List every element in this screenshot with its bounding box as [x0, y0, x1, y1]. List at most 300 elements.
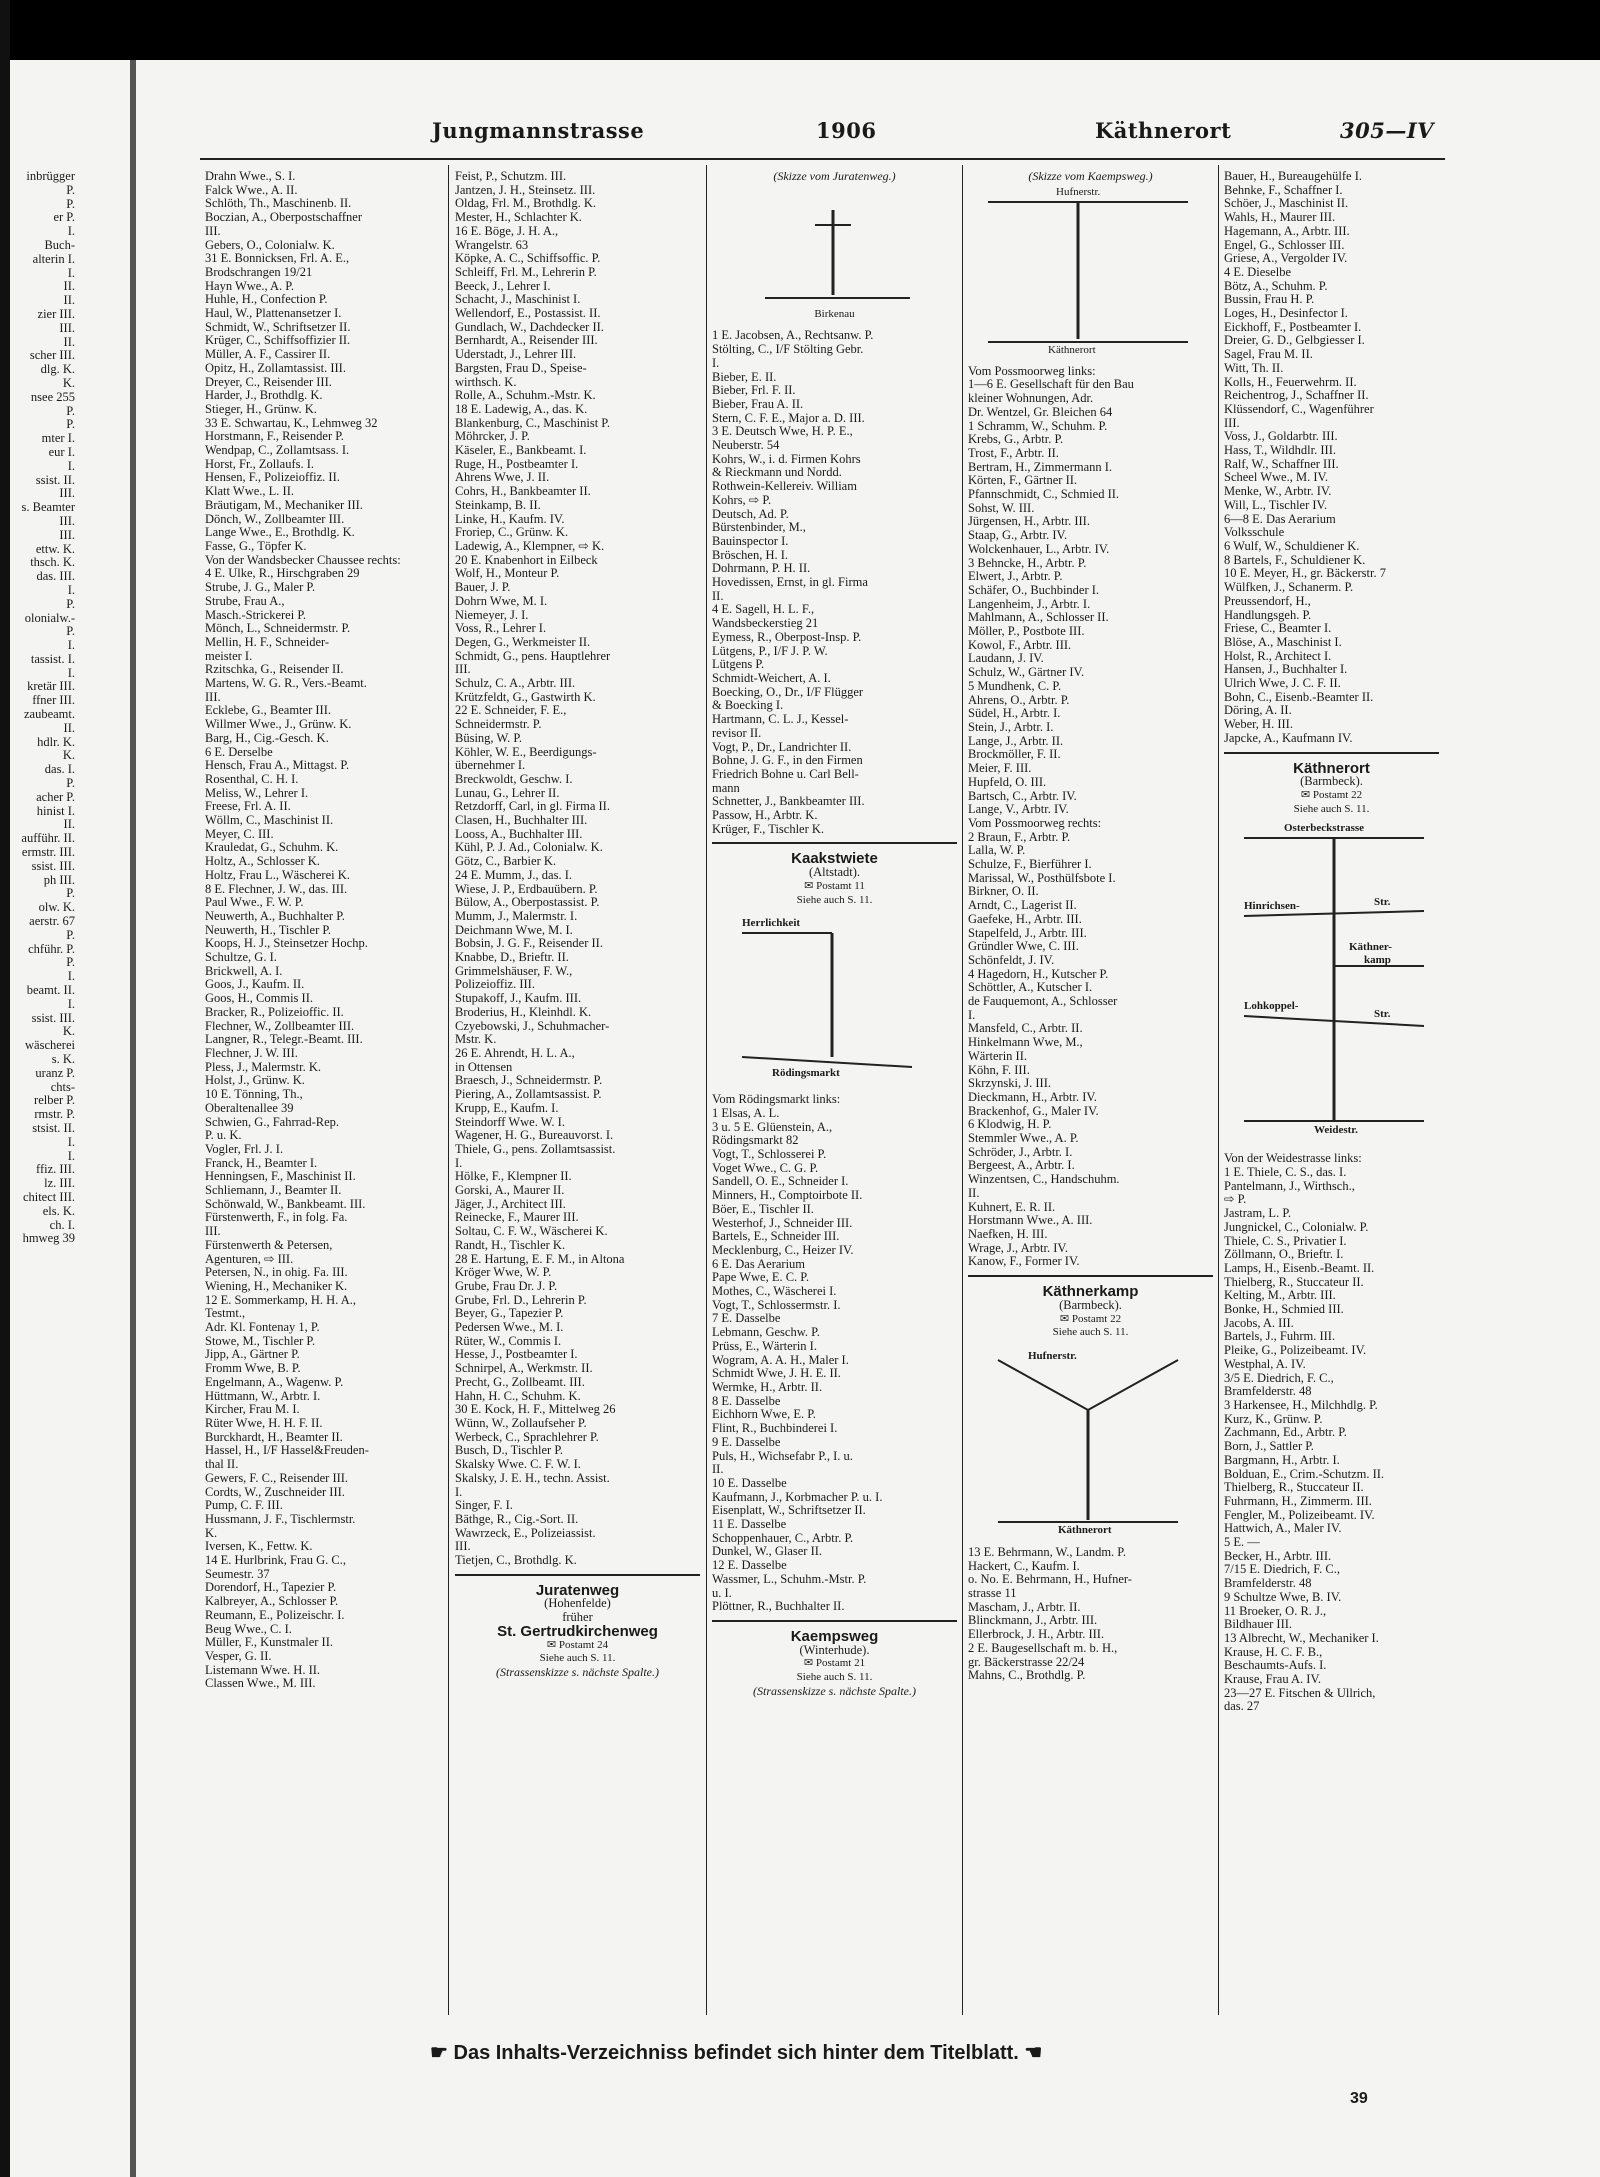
- list-item: kretär III.: [27, 679, 75, 694]
- list-item: Wiening, H., Mechaniker K.: [205, 1279, 348, 1293]
- list-item: hinist I.: [36, 803, 75, 818]
- list-item: Mönch, L., Schneidermstr. P.: [205, 622, 351, 636]
- list-item: 1—6 E. Gesellschaft für den Bau: [968, 378, 1134, 392]
- map-label-top: Hufnerstr.: [1028, 1349, 1077, 1362]
- list-item: Schoppenhauer, C., Arbtr. P.: [712, 1531, 854, 1545]
- list-item: Pump, C. F. III.: [205, 1499, 283, 1513]
- list-item: Passow, H., Arbtr. K.: [712, 809, 818, 823]
- list-item: eur I.: [48, 444, 75, 459]
- list-item: alterin I.: [32, 251, 75, 266]
- list-item: Langner, R., Telegr.-Beamt. III.: [205, 1033, 363, 1047]
- list-item: Engelmann, A., Wagenw. P.: [205, 1375, 344, 1389]
- list-item: ssist. III.: [31, 1010, 75, 1025]
- list-item: Hackert, C., Kaufm. I.: [968, 1559, 1080, 1573]
- list-item: Stieger, H., Grünw. K.: [205, 402, 317, 416]
- list-item: aufführ. II.: [21, 831, 75, 846]
- column-rule-2: [706, 165, 707, 2015]
- list-item: II.: [968, 1186, 980, 1200]
- list-item: Krauledat, G., Schuhm. K.: [205, 841, 339, 855]
- list-item: Schultze, G. I.: [205, 951, 277, 965]
- list-item: Kurz, K., Grünw. P.: [1224, 1412, 1323, 1426]
- list-item: Kowol, F., Arbtr. III.: [968, 638, 1072, 652]
- list-item: Hensch, Frau A., Mittagst. P.: [205, 759, 350, 773]
- list-item: Brackenhof, G., Maler IV.: [968, 1104, 1099, 1118]
- list-item: Flechner, W., Zollbeamter III.: [205, 1019, 355, 1033]
- list-item: Meier, F. III.: [968, 762, 1032, 776]
- list-item: Dunkel, W., Glaser II.: [712, 1545, 823, 1559]
- list-item: u. I.: [712, 1586, 732, 1600]
- list-item: Rzitschka, G., Reisender II.: [205, 663, 344, 677]
- list-item: Vom Rödingsmarkt links:: [712, 1093, 841, 1107]
- list-item: Griese, A., Vergolder IV.: [1224, 252, 1348, 266]
- list-item: Hovedissen, Ernst, in gl. Firma: [712, 576, 868, 590]
- section-title-kaethnerort: Käthnerort: [1293, 759, 1370, 777]
- list-item: Harder, J., Brothdlg. K.: [205, 389, 323, 403]
- list-item: Bröschen, H. I.: [712, 548, 789, 562]
- list-item: Schwien, G., Fahrrad-Rep.: [205, 1115, 339, 1129]
- list-item: Neuwerth, H., Tischler P.: [205, 923, 332, 937]
- list-item: s. K.: [51, 1052, 75, 1066]
- list-item: Thielberg, R., Stuccateur II.: [1224, 1481, 1364, 1495]
- list-item: Meyer, C. III.: [205, 827, 274, 841]
- list-item: Beug Wwe., C. I.: [205, 1622, 292, 1636]
- column-rule-3: [962, 165, 963, 2015]
- list-item: Jacobs, A. III.: [1224, 1316, 1294, 1330]
- list-item: Pfannschmidt, C., Schmied II.: [968, 488, 1120, 502]
- map-label-bottom: Käthnerort: [1058, 1523, 1112, 1536]
- list-item: Masch.-Strickerei P.: [205, 608, 307, 622]
- list-item: revisor II.: [712, 726, 762, 740]
- list-item: Puls, H., Wichsefabr P., I. u.: [712, 1449, 853, 1463]
- list-item: Oldag, Frl. M., Brothdlg. K.: [455, 197, 596, 211]
- list-item: Sandell, O. E., Schneider I.: [712, 1175, 849, 1189]
- list-item: 6—8 E. Das Aerarium: [1224, 512, 1336, 526]
- list-item: Stapelfeld, J., Arbtr. III.: [968, 926, 1087, 940]
- list-item: 33 E. Schwartau, K., Lehmweg 32: [205, 416, 378, 430]
- list-item: Freese, Frl. A. II.: [205, 800, 291, 814]
- list-item: III.: [59, 320, 75, 335]
- list-item: in Ottensen: [455, 1060, 513, 1074]
- list-item: Brickwell, A. I.: [205, 964, 283, 978]
- list-item: II.: [63, 334, 75, 349]
- list-item: Grimmelshäuser, F. W.,: [455, 964, 573, 978]
- list-item: Friedrich Bohne u. Carl Bell-: [712, 767, 859, 781]
- list-item: Sagel, Frau M. II.: [1224, 348, 1313, 362]
- list-item: Lunau, G., Lehrer II.: [455, 786, 560, 800]
- list-item: Arndt, C., Lagerist II.: [968, 899, 1077, 913]
- list-item: Pedersen Wwe., M. I.: [455, 1321, 564, 1335]
- list-item: Bieber, Frl. F. II.: [712, 384, 796, 398]
- list-item: Bohn, C., Eisenb.-Beamter II.: [1224, 690, 1374, 704]
- list-item: Cohrs, H., Bankbeamter II.: [455, 485, 591, 499]
- section-title-kaethnerkamp: Käthnerkamp: [1042, 1283, 1139, 1301]
- list-item: I.: [67, 996, 75, 1011]
- list-item: Holtz, Frau L., Wäscherei K.: [205, 868, 350, 882]
- list-item: Lamps, H., Eisenb.-Beamt. II.: [1224, 1261, 1375, 1275]
- list-item: Kolls, H., Feuerwehrm. II.: [1224, 375, 1357, 389]
- list-item: Mascham, J., Arbtr. II.: [968, 1600, 1081, 1614]
- list-item: Götz, C., Barbier K.: [455, 855, 557, 869]
- street-sketch-kaempsweg: [968, 184, 1213, 359]
- list-item: Vom Possmoorweg links:: [968, 364, 1096, 378]
- list-item: Krüger, C., Schiffsoffizier II.: [205, 334, 351, 348]
- list-item: Birkner, O. II.: [968, 885, 1039, 899]
- section-sub: (Winterhude).: [799, 1642, 870, 1657]
- list-item: Pape Wwe, E. C. P.: [712, 1271, 809, 1285]
- list-item: 3/5 E. Diedrich, F. C.,: [1224, 1371, 1334, 1385]
- list-item: Kühl, P. J. Ad., Colonialw. K.: [455, 841, 603, 855]
- list-item: 1 Schramm, W., Schuhm. P.: [968, 419, 1108, 433]
- list-item: Mellin, H. F., Schneider-: [205, 635, 330, 649]
- list-item: Hayn Wwe., A. P.: [205, 279, 295, 293]
- list-item: strasse 11: [968, 1587, 1017, 1601]
- previous-page-margin: [0, 170, 75, 1246]
- list-item: Mansfeld, C., Arbtr. II.: [968, 1022, 1083, 1036]
- list-item: das. 27: [1224, 1700, 1260, 1714]
- list-item: 13 Albrecht, W., Mechaniker I.: [1224, 1631, 1379, 1645]
- list-item: ph III.: [43, 872, 75, 887]
- list-item: 12 E. Dasselbe: [712, 1559, 787, 1573]
- list-item: Krüger, F., Tischler K.: [712, 822, 825, 836]
- list-item: Stern, C. F. E., Major a. D. III.: [712, 411, 865, 425]
- list-item: Schönwald, W., Bankbeamt. III.: [205, 1197, 366, 1211]
- list-item: übernehmer I.: [455, 759, 526, 773]
- list-item: Schöer, J., Maschinist II.: [1224, 197, 1349, 211]
- list-item: Wogram, A. A. H., Maler I.: [712, 1353, 849, 1367]
- list-item: chitect III.: [22, 1189, 75, 1204]
- list-item: Fürstenwerth, F., in folg. Fa.: [205, 1211, 348, 1225]
- list-item: Bramfelderstr. 48: [1224, 1577, 1312, 1591]
- list-item: Schulze, F., Bierführer I.: [968, 858, 1092, 872]
- map-label: Osterbeckstrasse: [1284, 822, 1365, 835]
- list-item: Martens, W. G. R., Vers.-Beamt.: [205, 677, 367, 691]
- list-item: Goos, J., Kaufm. II.: [205, 978, 305, 992]
- list-item: Ecklebe, G., Beamter III.: [205, 704, 331, 718]
- list-item: Jantzen, J. H., Steinsetz. III.: [455, 183, 596, 197]
- list-item: Gorski, A., Maurer II.: [455, 1184, 565, 1198]
- list-item: Schmidt-Weichert, A. I.: [712, 671, 831, 685]
- list-item: Skalsky Wwe. C. F. W. I.: [455, 1458, 581, 1472]
- list-item: III.: [205, 1225, 221, 1239]
- list-item: Krause, H. C. F. B.,: [1224, 1645, 1323, 1659]
- list-item: Gewers, F. C., Reisender III.: [205, 1471, 349, 1485]
- list-item: 3 u. 5 E. Glüenstein, A.,: [712, 1120, 833, 1134]
- list-item: Plöttner, R., Buchhalter II.: [712, 1600, 845, 1614]
- map-label-bottom: Käthnerort: [1048, 343, 1096, 356]
- list-item: er P.: [53, 210, 75, 225]
- list-item: Voss, J., Goldarbtr. III.: [1224, 430, 1338, 444]
- list-item: els. K.: [42, 1203, 75, 1218]
- list-item: 23—27 E. Fitschen & Ullrich,: [1224, 1686, 1376, 1700]
- siehe-auch: Siehe auch S. 11.: [796, 1671, 873, 1684]
- list-item: Deichmann Wwe, M. I.: [455, 923, 573, 937]
- list-item: Wahls, H., Maurer III.: [1224, 211, 1336, 225]
- list-item: Mumm, J., Malermstr. I.: [455, 909, 578, 923]
- list-item: Brodschrangen 19/21: [205, 265, 313, 279]
- list-item: III.: [59, 527, 75, 542]
- list-item: Thiele, G., pens. Zollamtsassist.: [455, 1142, 616, 1156]
- list-item: Hensen, F., Polizeioffiz. II.: [205, 471, 340, 485]
- list-item: 5 Mundhenk, C. P.: [968, 679, 1062, 693]
- list-item: P.: [66, 624, 75, 639]
- section-sub: (Hohenfelde): [544, 1596, 611, 1611]
- list-item: Gründler Wwe, C. III.: [968, 940, 1079, 954]
- list-item: Hupfeld, O. III.: [968, 775, 1047, 789]
- list-item: Müller, A. F., Cassirer II.: [205, 348, 331, 362]
- list-item: Wagener, H. G., Bureauvorst. I.: [455, 1129, 614, 1143]
- list-item: Mester, H., Schlachter K.: [455, 211, 582, 225]
- list-item: 13 E. Behrmann, W., Landm. P.: [968, 1545, 1126, 1559]
- sketch-note: (Strassenskizze s. nächste Spalte.): [753, 1683, 916, 1698]
- list-item: Classen Wwe., M. III.: [205, 1677, 316, 1691]
- list-item: 6 E. Derselbe: [205, 745, 273, 759]
- list-item: dlg. K.: [40, 362, 75, 377]
- list-item: Born, J., Sattler P.: [1224, 1440, 1314, 1454]
- list-item: Lange Wwe., E., Brothdlg. K.: [205, 526, 355, 540]
- list-item: Schleiff, Frl. M., Lehrerin P.: [455, 265, 597, 279]
- list-item: Stupakoff, J., Kaufm. III.: [455, 992, 582, 1006]
- list-item: Wiese, J. P., Erdbauübern. P.: [455, 882, 598, 896]
- list-item: Wolckenhauer, L., Arbtr. IV.: [968, 542, 1110, 556]
- list-item: Czyebowski, J., Schuhmacher-: [455, 1019, 610, 1033]
- list-item: III.: [205, 690, 221, 704]
- list-item: thsch. K.: [30, 555, 75, 570]
- list-item: Schacht, J., Maschinist I.: [455, 293, 581, 307]
- list-item: Broderius, H., Kleinhdl. K.: [455, 1005, 592, 1019]
- footer-notice: ☛ Das Inhalts-Verzeichniss befindet sich hinter dem Titelblatt. ☚: [430, 2042, 1043, 2064]
- section-title-kaakstwiete: Kaakstwiete: [791, 850, 878, 868]
- list-item: inbrügger: [26, 170, 75, 183]
- list-item: Franck, H., Beamter I.: [205, 1156, 318, 1170]
- column-4: [968, 170, 1213, 1683]
- list-item: Ahrens Wwe, J. II.: [455, 471, 550, 485]
- map-label: Käthner-: [1349, 941, 1392, 954]
- list-item: 3 Harkensee, H., Milchhdlg. P.: [1224, 1399, 1378, 1412]
- list-item: Stemmler Wwe., A. P.: [968, 1132, 1079, 1146]
- list-item: K.: [62, 1024, 75, 1039]
- list-item: kleiner Wohnungen, Adr.: [968, 392, 1094, 406]
- list-item: Wendpap, C., Zollamtsass. I.: [205, 444, 350, 458]
- list-item: Ladewig, A., Klempner, ⇨ K.: [455, 539, 605, 553]
- map-label: Hinrichsen-: [1244, 900, 1300, 913]
- list-item: Jäger, J., Architect III.: [455, 1197, 566, 1211]
- column-2: [455, 170, 700, 1680]
- list-item: Dohrmann, P. H. II.: [712, 562, 811, 576]
- list-item: 11 Broeker, O. R. J.,: [1224, 1604, 1327, 1618]
- list-item: ssist. II.: [35, 472, 75, 487]
- list-item: Seumestr. 37: [205, 1567, 270, 1581]
- list-item: Eisenplatt, W., Schriftsetzer II.: [712, 1504, 866, 1518]
- list-item: zaubeamt.: [23, 707, 75, 722]
- list-item: 10 E. Meyer, H., gr. Bäckerstr. 7: [1224, 567, 1386, 581]
- list-item: Dönch, W., Zollbeamter III.: [205, 512, 345, 526]
- list-item: 8 E. Flechner, J. W., das. III.: [205, 882, 348, 896]
- list-item: 4 E. Dieselbe: [1224, 265, 1291, 279]
- list-item: Flint, R., Buchbinderei I.: [712, 1422, 838, 1436]
- list-item: P.: [66, 196, 75, 211]
- list-item: Randt, H., Tischler K.: [455, 1238, 566, 1252]
- section-sub: (Barmbeck).: [1059, 1297, 1122, 1312]
- list-item: I.: [67, 638, 75, 653]
- list-item: Niemeyer, J. I.: [455, 608, 529, 622]
- list-item: Looss, A., Buchhalter III.: [455, 827, 583, 841]
- list-item: Lalla, W. P.: [968, 844, 1026, 858]
- map-label-top: Herrlichkeit: [742, 917, 801, 930]
- list-item: 11 E. Dasselbe: [712, 1518, 787, 1532]
- list-item: Gundlach, W., Dachdecker II.: [455, 320, 604, 334]
- list-item: Brockmöller, F. II.: [968, 748, 1061, 762]
- page-number: 39: [1350, 2090, 1368, 2107]
- list-item: stsist. II.: [32, 1120, 75, 1135]
- list-item: 22 E. Schneider, F. E.,: [455, 704, 567, 718]
- list-item: Froriep, C., Grünw. K.: [455, 526, 569, 540]
- list-item: II.: [63, 720, 75, 735]
- list-item: Ahrens, O., Arbtr. P.: [968, 693, 1070, 707]
- list-item: Bauinspector I.: [712, 534, 789, 548]
- list-item: Wrage, J., Arbtr. IV.: [968, 1241, 1068, 1255]
- list-item: 9 Schultze Wwe, B. IV.: [1224, 1590, 1342, 1604]
- list-item: P.: [66, 596, 75, 611]
- list-item: Oberaltenallee 39: [205, 1101, 294, 1115]
- list-item: ermstr. III.: [21, 845, 75, 860]
- list-item: Voss, R., Lehrer I.: [455, 622, 547, 636]
- list-item: Becker, H., Arbtr. III.: [1224, 1549, 1332, 1563]
- list-item: Bieber, Frau A. II.: [712, 397, 804, 411]
- section-title-kaempsweg: Kaempsweg: [790, 1627, 879, 1645]
- list-item: Degen, G., Werkmeister II.: [455, 635, 591, 649]
- list-item: 3 Behncke, H., Arbtr. P.: [968, 556, 1087, 570]
- list-item: K.: [62, 375, 75, 390]
- list-item: Braesch, J., Schneidermstr. P.: [455, 1074, 603, 1088]
- list-item: Kuhnert, E. R. II.: [968, 1200, 1056, 1214]
- list-item: Hüttmann, W., Arbtr. I.: [205, 1389, 321, 1403]
- list-item: Haul, W., Plattenansetzer I.: [205, 307, 342, 321]
- list-item: Falck Wwe., A. II.: [205, 183, 298, 197]
- list-item: Grube, Frl. D., Lehrerin P.: [455, 1293, 587, 1307]
- section-sub: (Barmbeck).: [1300, 774, 1363, 789]
- list-item: Schulz, C. A., Arbtr. III.: [455, 677, 576, 691]
- list-item: Kaufmann, J., Korbmacher P. u. I.: [712, 1490, 883, 1504]
- list-item: Linke, H., Kaufm. IV.: [455, 512, 565, 526]
- scan-border-top: [0, 0, 1600, 60]
- list-item: Kircher, Frau M. I.: [205, 1403, 300, 1417]
- postamt: ✉ Postamt 22: [1300, 788, 1363, 801]
- list-item: Kalbreyer, A., Schlosser P.: [205, 1595, 339, 1609]
- list-item: Böer, E., Tischler II.: [712, 1202, 814, 1216]
- map-label: Lohkoppel-: [1244, 1000, 1299, 1013]
- list-item: Wärterin II.: [968, 1049, 1027, 1063]
- list-item: 10 E. Dasselbe: [712, 1476, 787, 1490]
- list-item: I.: [455, 1156, 463, 1170]
- list-item: Wellendorf, E., Postassist. II.: [455, 307, 601, 321]
- list-item: Pless, J., Malermstr. K.: [205, 1060, 321, 1074]
- column-rule-4: [1218, 165, 1219, 2015]
- list-item: Vesper, G. II.: [205, 1649, 272, 1663]
- street-sketch-kaakstwiete: [712, 907, 957, 1087]
- list-item: Behnke, F., Schaffner I.: [1224, 183, 1343, 197]
- list-item: Thiele, C. S., Privatier I.: [1224, 1234, 1347, 1248]
- list-item: ffiz. III.: [36, 1162, 75, 1177]
- list-item: Willmer Wwe., J., Grünw. K.: [205, 718, 352, 732]
- list-item: Köpke, A. C., Schiffsoffic. P.: [455, 252, 601, 266]
- list-item: Burckhardt, H., Beamter II.: [205, 1430, 343, 1444]
- list-item: Jungnickel, C., Colonialw. P.: [1224, 1220, 1369, 1234]
- list-item: Von der Weidestrasse links:: [1224, 1152, 1362, 1166]
- list-item: Krupp, E., Kaufm. I.: [455, 1101, 559, 1115]
- list-item: ettw. K.: [35, 541, 75, 556]
- list-item: Blankenburg, C., Maschinist P.: [455, 416, 610, 430]
- list-item: Bracker, R., Polizeioffic. II.: [205, 1005, 344, 1019]
- list-item: Fengler, M., Polizeibeamt. IV.: [1224, 1508, 1375, 1522]
- list-item: Breckwoldt, Geschw. I.: [455, 772, 573, 786]
- list-item: Elwert, J., Arbtr. P.: [968, 570, 1063, 584]
- list-item: Iversen, K., Fettw. K.: [205, 1540, 313, 1554]
- list-item: Rüter, W., Commis I.: [455, 1334, 562, 1348]
- list-item: ch. I.: [49, 1217, 75, 1232]
- list-item: Lütgens P.: [712, 658, 765, 672]
- list-item: uranz P.: [35, 1065, 75, 1080]
- list-item: Hahn, H. C., Schuhm. K.: [455, 1389, 581, 1403]
- list-item: Eickhoff, F., Postbeamter I.: [1224, 320, 1362, 334]
- list-item: Flechner, J. W. III.: [205, 1047, 298, 1060]
- list-item: s. Beamter: [21, 500, 75, 515]
- list-item: I.: [67, 224, 75, 239]
- list-item: Kröger Wwe, W. P.: [455, 1266, 552, 1280]
- list-item: Käseler, E., Bankbeamt. I.: [455, 444, 587, 458]
- list-item: I.: [67, 265, 75, 280]
- list-item: Mstr. K.: [455, 1033, 497, 1047]
- map-label-bottom: Rödingsmarkt: [772, 1067, 840, 1080]
- list-item: 30 E. Kock, H. F., Mittelweg 26: [455, 1403, 616, 1417]
- list-item: Hassel, H., I/F Hassel&Freuden-: [205, 1444, 369, 1458]
- postamt: ✉ Postamt 21: [803, 1657, 866, 1670]
- list-item: aerstr. 67: [29, 914, 75, 929]
- list-item: Hansen, J., Buchhalter I.: [1224, 663, 1348, 677]
- list-item: Neuberstr. 54: [712, 439, 780, 453]
- list-item: Bauer, J. P.: [455, 581, 511, 595]
- header-page: 305—IV: [1340, 118, 1434, 143]
- list-item: Opitz, H., Zollamtassist. III.: [205, 361, 346, 375]
- list-item: rmstr. P.: [34, 1107, 75, 1122]
- list-item: 1 Elsas, A. L.: [712, 1106, 780, 1120]
- list-item: Schönfeldt, J. IV.: [968, 953, 1055, 967]
- list-item: Horstmann Wwe., A. III.: [968, 1214, 1093, 1228]
- postamt: ✉ Postamt 11: [804, 879, 865, 892]
- list-item: 1 E. Jacobsen, A., Rechtsanw. P.: [712, 329, 874, 343]
- list-item: Köhler, W. E., Beerdigungs-: [455, 745, 597, 759]
- list-item: Krebs, G., Arbtr. P.: [968, 433, 1064, 447]
- list-item: Hagemann, A., Arbtr. III.: [1224, 224, 1350, 238]
- list-item: Holst, J., Grünw. K.: [205, 1074, 305, 1088]
- list-item: Volksschule: [1224, 526, 1285, 540]
- list-item: Horstmann, F., Reisender P.: [205, 430, 344, 444]
- list-item: Jipp, A., Gärtner P.: [205, 1348, 300, 1362]
- list-item: P. u. K.: [205, 1129, 242, 1143]
- list-item: P.: [66, 182, 75, 197]
- list-item: II.: [712, 589, 724, 603]
- list-item: Bergeest, A., Arbtr. I.: [968, 1159, 1075, 1173]
- list-item: I.: [67, 458, 75, 473]
- list-item: beamt. II.: [26, 983, 75, 998]
- list-item: Hinkelmann Wwe, M.,: [968, 1036, 1083, 1050]
- list-item: Koops, H. J., Steinsetzer Hochp.: [205, 937, 368, 951]
- siehe-auch: Siehe auch S. 11.: [539, 1652, 616, 1665]
- list-item: & Boecking I.: [712, 699, 784, 713]
- list-item: Kanow, F., Former IV.: [968, 1255, 1080, 1269]
- list-item: Schöttler, A., Kutscher I.: [968, 981, 1093, 995]
- list-item: Vom Possmoorweg rechts:: [968, 816, 1102, 830]
- list-item: Rüter Wwe, H. H. F. II.: [205, 1416, 323, 1430]
